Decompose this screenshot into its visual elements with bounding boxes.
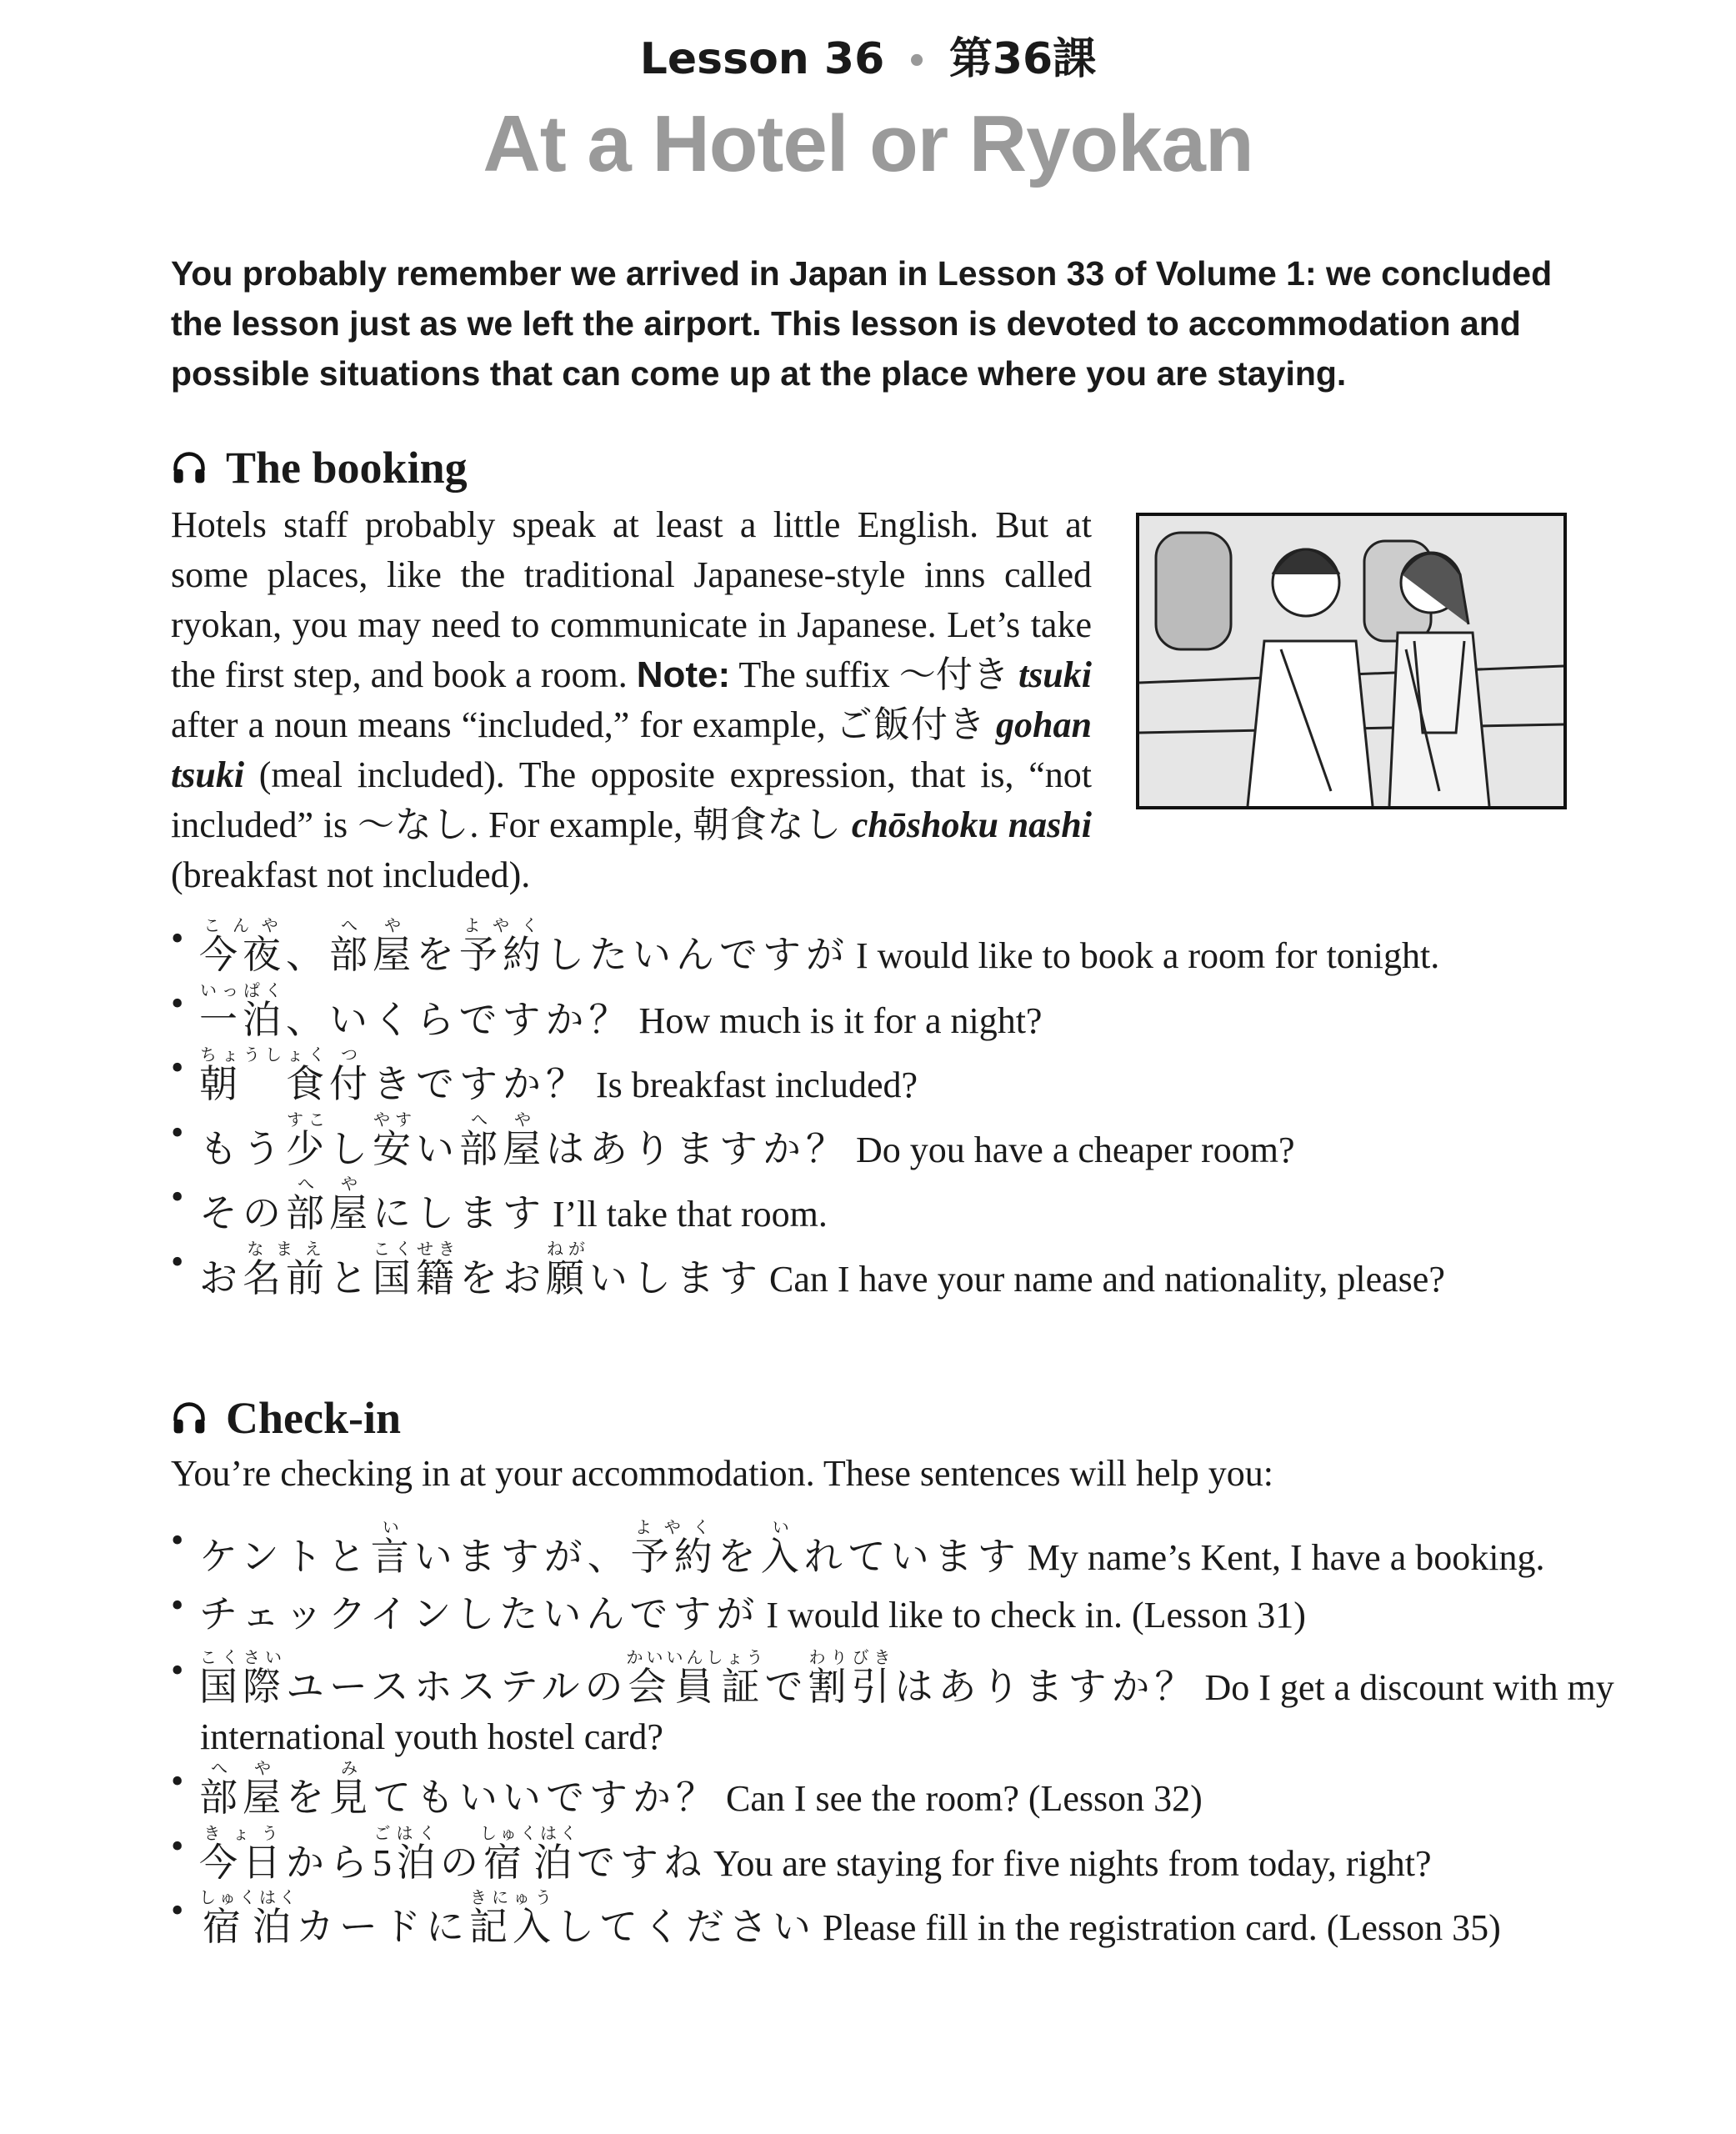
english-translation: Do I get a discount with my xyxy=(1204,1667,1614,1708)
section-heading-booking xyxy=(171,442,468,493)
section-heading-checkin xyxy=(171,1392,401,1444)
sentence-item xyxy=(171,1760,1203,1822)
english-translation: I would like to check in. (Lesson 31) xyxy=(766,1595,1306,1636)
sentence-item xyxy=(171,1240,1445,1303)
illustration-travelers xyxy=(1136,513,1567,809)
separator-dot: • xyxy=(906,43,928,81)
english-translation: Can I see the room? (Lesson 32) xyxy=(726,1778,1203,1819)
japanese-text: もう少すこし安やすい部屋へやはありますか？ xyxy=(199,1111,849,1170)
lesson-number-jp: 第36課 xyxy=(948,34,1097,84)
japanese-text: • 今夜こんや、部屋へやを予約よやくしたいんですが xyxy=(199,917,849,976)
english-translation-continued: international youth hostel card? xyxy=(200,1716,663,1757)
japanese-text: その部屋へやにします xyxy=(199,1175,546,1235)
sentence-item xyxy=(171,1649,1614,1711)
sentence-item xyxy=(171,1519,1544,1581)
japanese-text: • 今日きょうから5泊ごはくの宿泊しゅくはくですね xyxy=(199,1825,707,1884)
english-translation: Is breakfast included? xyxy=(596,1064,918,1105)
japanese-text: • 部屋へやを見みてもいいですか？ xyxy=(199,1760,719,1819)
heading-text: The booking xyxy=(226,443,468,493)
checkin-intro: You’re checking in at your accommodation. These sentences will help you: xyxy=(171,1453,1273,1494)
english-translation: Can I have your name and nationality, please? xyxy=(769,1259,1445,1300)
headphones-icon xyxy=(171,449,208,486)
japanese-text: • 朝 食ちょうしょく付つきですか？ xyxy=(199,1046,589,1105)
sentence-item xyxy=(171,1825,1432,1887)
lesson-header xyxy=(0,23,1736,86)
english-translation: How much is it for a night? xyxy=(638,1000,1043,1041)
page-title: At a Hotel or Ryokan xyxy=(483,99,1253,188)
english-translation: Please fill in the registration card. (Lesson 35) xyxy=(823,1907,1501,1948)
intro-paragraph: You probably remember we arrived in Japan in Lesson 33 of Volume 1: we concluded the lesson just as we left the airport. This lesson is devoted to accommodation and possible situations that can come up at the place where you are staying. xyxy=(171,254,1553,393)
english-translation: My name’s Kent, I have a booking. xyxy=(1027,1537,1545,1578)
sentence-item xyxy=(171,917,1439,979)
sentence-item xyxy=(171,1175,828,1238)
sentence-item xyxy=(171,1584,1306,1639)
booking-paragraph: Hotels staff probably speak at least a little English. But at some places, like the traditional Japanese-style inns called ryokan, you may need to communicate in Japanese. Let’s take the first step, and book a room. Note: The suffix ～付き tsuki after a noun means “included,” for example, ご飯付き gohan tsuki (meal included). The opposite expression, that is, “not included” is ～なし. For example, 朝食なし chōshoku nashi (breakfast not included). xyxy=(171,504,1093,895)
japanese-text: ケントと言いいますが、予約よやくを入いれています xyxy=(199,1519,1021,1578)
lesson-number-en: Lesson 36 xyxy=(639,34,885,84)
japanese-text: お名前なまえと国籍こくせきをお願ねがいします xyxy=(199,1240,763,1300)
sentence-item xyxy=(171,1046,918,1109)
sentence-item xyxy=(171,1889,1501,1951)
japanese-text: • 国際こくさいユースホステルの会員証かいいんしょうで割引わりびきはありますか？ xyxy=(199,1649,1198,1708)
english-translation: Do you have a cheaper room? xyxy=(856,1130,1295,1170)
english-translation: You are staying for five nights from today, right? xyxy=(713,1843,1432,1884)
japanese-text: • 宿泊しゅくはくカードに記入きにゅうしてください xyxy=(199,1889,816,1948)
japanese-text: チェックインしたいんですが xyxy=(199,1593,760,1636)
english-translation: I’ll take that room. xyxy=(553,1194,828,1235)
japanese-text: • 一泊いっぱく、いくらですか？ xyxy=(199,982,633,1041)
headphones-icon xyxy=(171,1400,208,1436)
english-translation: I would like to book a room for tonight. xyxy=(856,935,1440,976)
sentence-item xyxy=(171,1111,1295,1174)
heading-text: Check-in xyxy=(226,1393,402,1443)
sentence-item xyxy=(171,982,1042,1044)
